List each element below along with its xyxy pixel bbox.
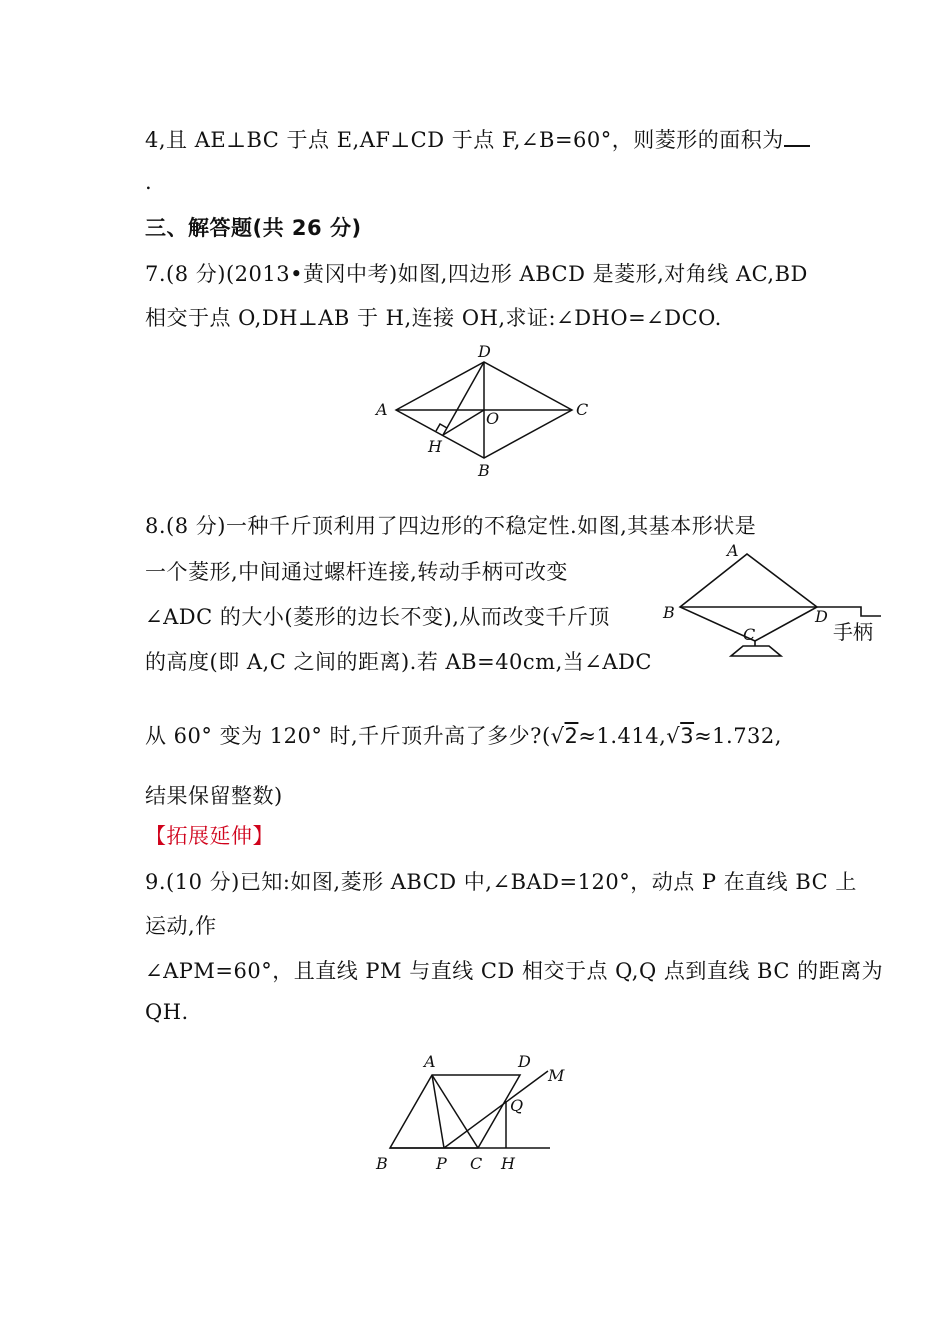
label-b: B [376, 1154, 388, 1173]
segment-oh [443, 410, 484, 435]
answer-blank[interactable] [784, 127, 810, 147]
label-m: M [548, 1066, 565, 1085]
label-q: Q [510, 1096, 524, 1115]
q7-figure [370, 340, 600, 480]
label-d: D [478, 342, 491, 361]
q6-line-1: 4,且 AE⊥BC 于点 E,AF⊥CD 于点 F,∠B=60°，则菱形的面积为 [145, 124, 810, 154]
section-title: 三、解答题(共 26 分) [145, 216, 362, 240]
diagonal-ac [432, 1075, 478, 1148]
label-o: O [486, 409, 500, 428]
label-d: D [518, 1052, 531, 1071]
q8-line-3: ∠ADC 的大小(菱形的边长不变),从而改变千斤顶 [145, 605, 610, 629]
q8-line-4: 的高度(即 A,C 之间的距离).若 AB=40cm,当∠ADC [145, 650, 652, 674]
q6-line-2: . [145, 170, 153, 194]
label-h: H [501, 1154, 515, 1173]
q9-line-3: ∠APM=60°，且直线 PM 与直线 CD 相交于点 Q,Q 点到直线 BC 的距离为 [145, 959, 884, 983]
q9-line-2: 运动,作 [145, 914, 217, 938]
label-b: B [663, 603, 675, 622]
ray-pm [444, 1071, 548, 1148]
q8-line-2: 一个菱形,中间通过螺杆连接,转动手柄可改变 [145, 560, 568, 584]
label-d: D [815, 607, 828, 626]
q8-line-6: 结果保留整数) [145, 784, 283, 808]
q8-line-5: 从 60° 变为 120° 时,千斤顶升高了多少?(√2≈1.414,√3≈1.732, [145, 724, 782, 748]
label-b: B [478, 461, 490, 480]
q9-line-1: 9.(10 分)已知:如图,菱形 ABCD 中,∠BAD=120°，动点 P 在直线 BC 上 [145, 870, 857, 894]
label-p: P [436, 1154, 447, 1173]
sqrt-2: √2 [550, 724, 579, 748]
label-a: A [727, 541, 739, 560]
label-a: A [376, 400, 388, 419]
label-c: C [576, 400, 589, 419]
segment-ap [432, 1075, 444, 1148]
label-handle: 手柄 [833, 620, 873, 644]
label-a: A [424, 1052, 436, 1071]
sqrt-3: √3 [666, 724, 695, 748]
jack-base [731, 646, 781, 656]
label-h: H [428, 437, 442, 456]
q8-jack-figure [655, 538, 895, 663]
q8-line-1: 8.(8 分)一种千斤顶利用了四边形的不稳定性.如图,其基本形状是 [145, 514, 757, 538]
label-c: C [743, 625, 756, 644]
q7-line-1: 7.(8 分)(2013•黄冈中考)如图,四边形 ABCD 是菱形,对角线 AC,BD [145, 262, 808, 286]
q7-line-2: 相交于点 O,DH⊥AB 于 H,连接 OH,求证:∠DHO=∠DCO. [145, 306, 722, 330]
q9-line-4: QH. [145, 1000, 189, 1024]
extension-title: 【拓展延伸】 [145, 824, 274, 848]
label-c: C [470, 1154, 483, 1173]
q9-figure [368, 1045, 578, 1175]
